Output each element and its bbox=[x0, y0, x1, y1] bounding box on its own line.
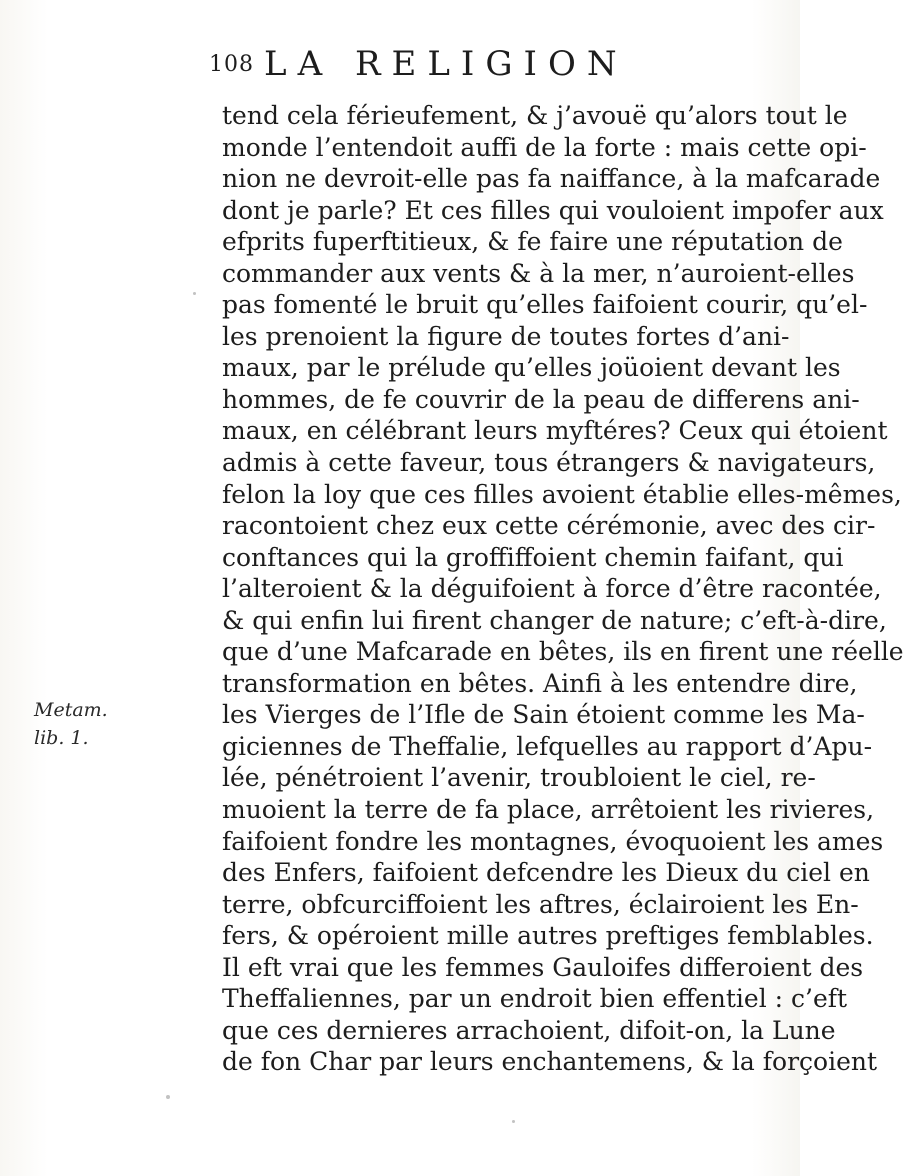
body-text bbox=[222, 100, 904, 1078]
text-line: maux, en célébrant leurs myftéres? Ceux qui étoient bbox=[222, 416, 888, 446]
text-line: pas fomenté le bruit qu’elles faifoient courir, qu’el- bbox=[222, 290, 868, 320]
text-line: giciennes de Theffalie, lefquelles au rapport d’Apu- bbox=[222, 731, 873, 761]
margin-note-source: Metam. bbox=[34, 699, 108, 721]
text-line: l’alteroient & la déguifoient à force d’être racontée, bbox=[222, 574, 882, 604]
text-line: les Vierges de l’Ifle de Sain étoient comme les Ma- bbox=[222, 700, 865, 730]
text-line: monde l’entendoit auffi de la forte : mais cette opi- bbox=[222, 132, 867, 162]
text-line: Theffaliennes, par un endroit bien effentiel : c’eft bbox=[222, 984, 848, 1014]
text-line: que ces dernieres arrachoient, difoit-on, la Lune bbox=[222, 1015, 836, 1045]
text-line: dont je parle? Et ces filles qui vouloient impofer aux bbox=[222, 195, 884, 225]
text-line: des Enfers, faifoient defcendre les Dieux du ciel en bbox=[222, 858, 870, 888]
text-line: que d’une Mafcarade en bêtes, ils en firent une réelle bbox=[222, 637, 904, 667]
text-line: efprits fuperftitieux, & fe faire une réputation de bbox=[222, 227, 843, 257]
text-line: racontoient chez eux cette cérémonie, avec des cir- bbox=[222, 511, 876, 541]
page-number: 108 bbox=[209, 52, 254, 77]
text-line: lée, pénétroient l’avenir, troubloient le ciel, re- bbox=[222, 763, 816, 793]
ink-speck bbox=[166, 1095, 170, 1099]
text-line: Il eft vrai que les femmes Gauloifes differoient des bbox=[222, 952, 864, 982]
text-line: maux, par le prélude qu’elles joüoient devant les bbox=[222, 353, 841, 383]
text-line: nion ne devroit-elle pas fa naiffance, à la mafcarade bbox=[222, 164, 881, 194]
text-line: faifoient fondre les montagnes, évoquoient les ames bbox=[222, 826, 884, 856]
text-line: commander aux vents & à la mer, n’auroient-elles bbox=[222, 258, 855, 288]
ink-speck bbox=[512, 1120, 515, 1123]
margin-note bbox=[34, 696, 126, 752]
text-line: de fon Char par leurs enchantemens, & la forçoient bbox=[222, 1047, 878, 1077]
page-header bbox=[209, 44, 769, 92]
running-title: LA RELIGION bbox=[264, 44, 628, 84]
text-line: muoient la terre de fa place, arrêtoient les rivieres, bbox=[222, 795, 875, 825]
text-line: felon la loy que ces filles avoient établie elles-mêmes, bbox=[222, 479, 902, 509]
text-line: hommes, de fe couvrir de la peau de differens ani- bbox=[222, 384, 860, 414]
ink-speck bbox=[193, 292, 196, 295]
text-line: admis à cette faveur, tous étrangers & navigateurs, bbox=[222, 448, 876, 478]
text-line: transformation en bêtes. Ainfi à les entendre dire, bbox=[222, 668, 858, 698]
margin-note-book: lib. 1. bbox=[34, 727, 89, 749]
text-line: tend cela férieufement, & j’avouë qu’alors tout le bbox=[222, 101, 848, 130]
text-line: fers, & opéroient mille autres preftiges femblables. bbox=[222, 921, 874, 951]
text-line: terre, obfcurciffoient les aftres, éclairoient les En- bbox=[222, 889, 859, 919]
text-line: conftances qui la groffiffoient chemin faifant, qui bbox=[222, 542, 844, 572]
text-line: & qui enfin lui firent changer de nature; c’eft-à-dire, bbox=[222, 605, 887, 635]
text-line: les prenoient la figure de toutes fortes d’ani- bbox=[222, 321, 790, 351]
